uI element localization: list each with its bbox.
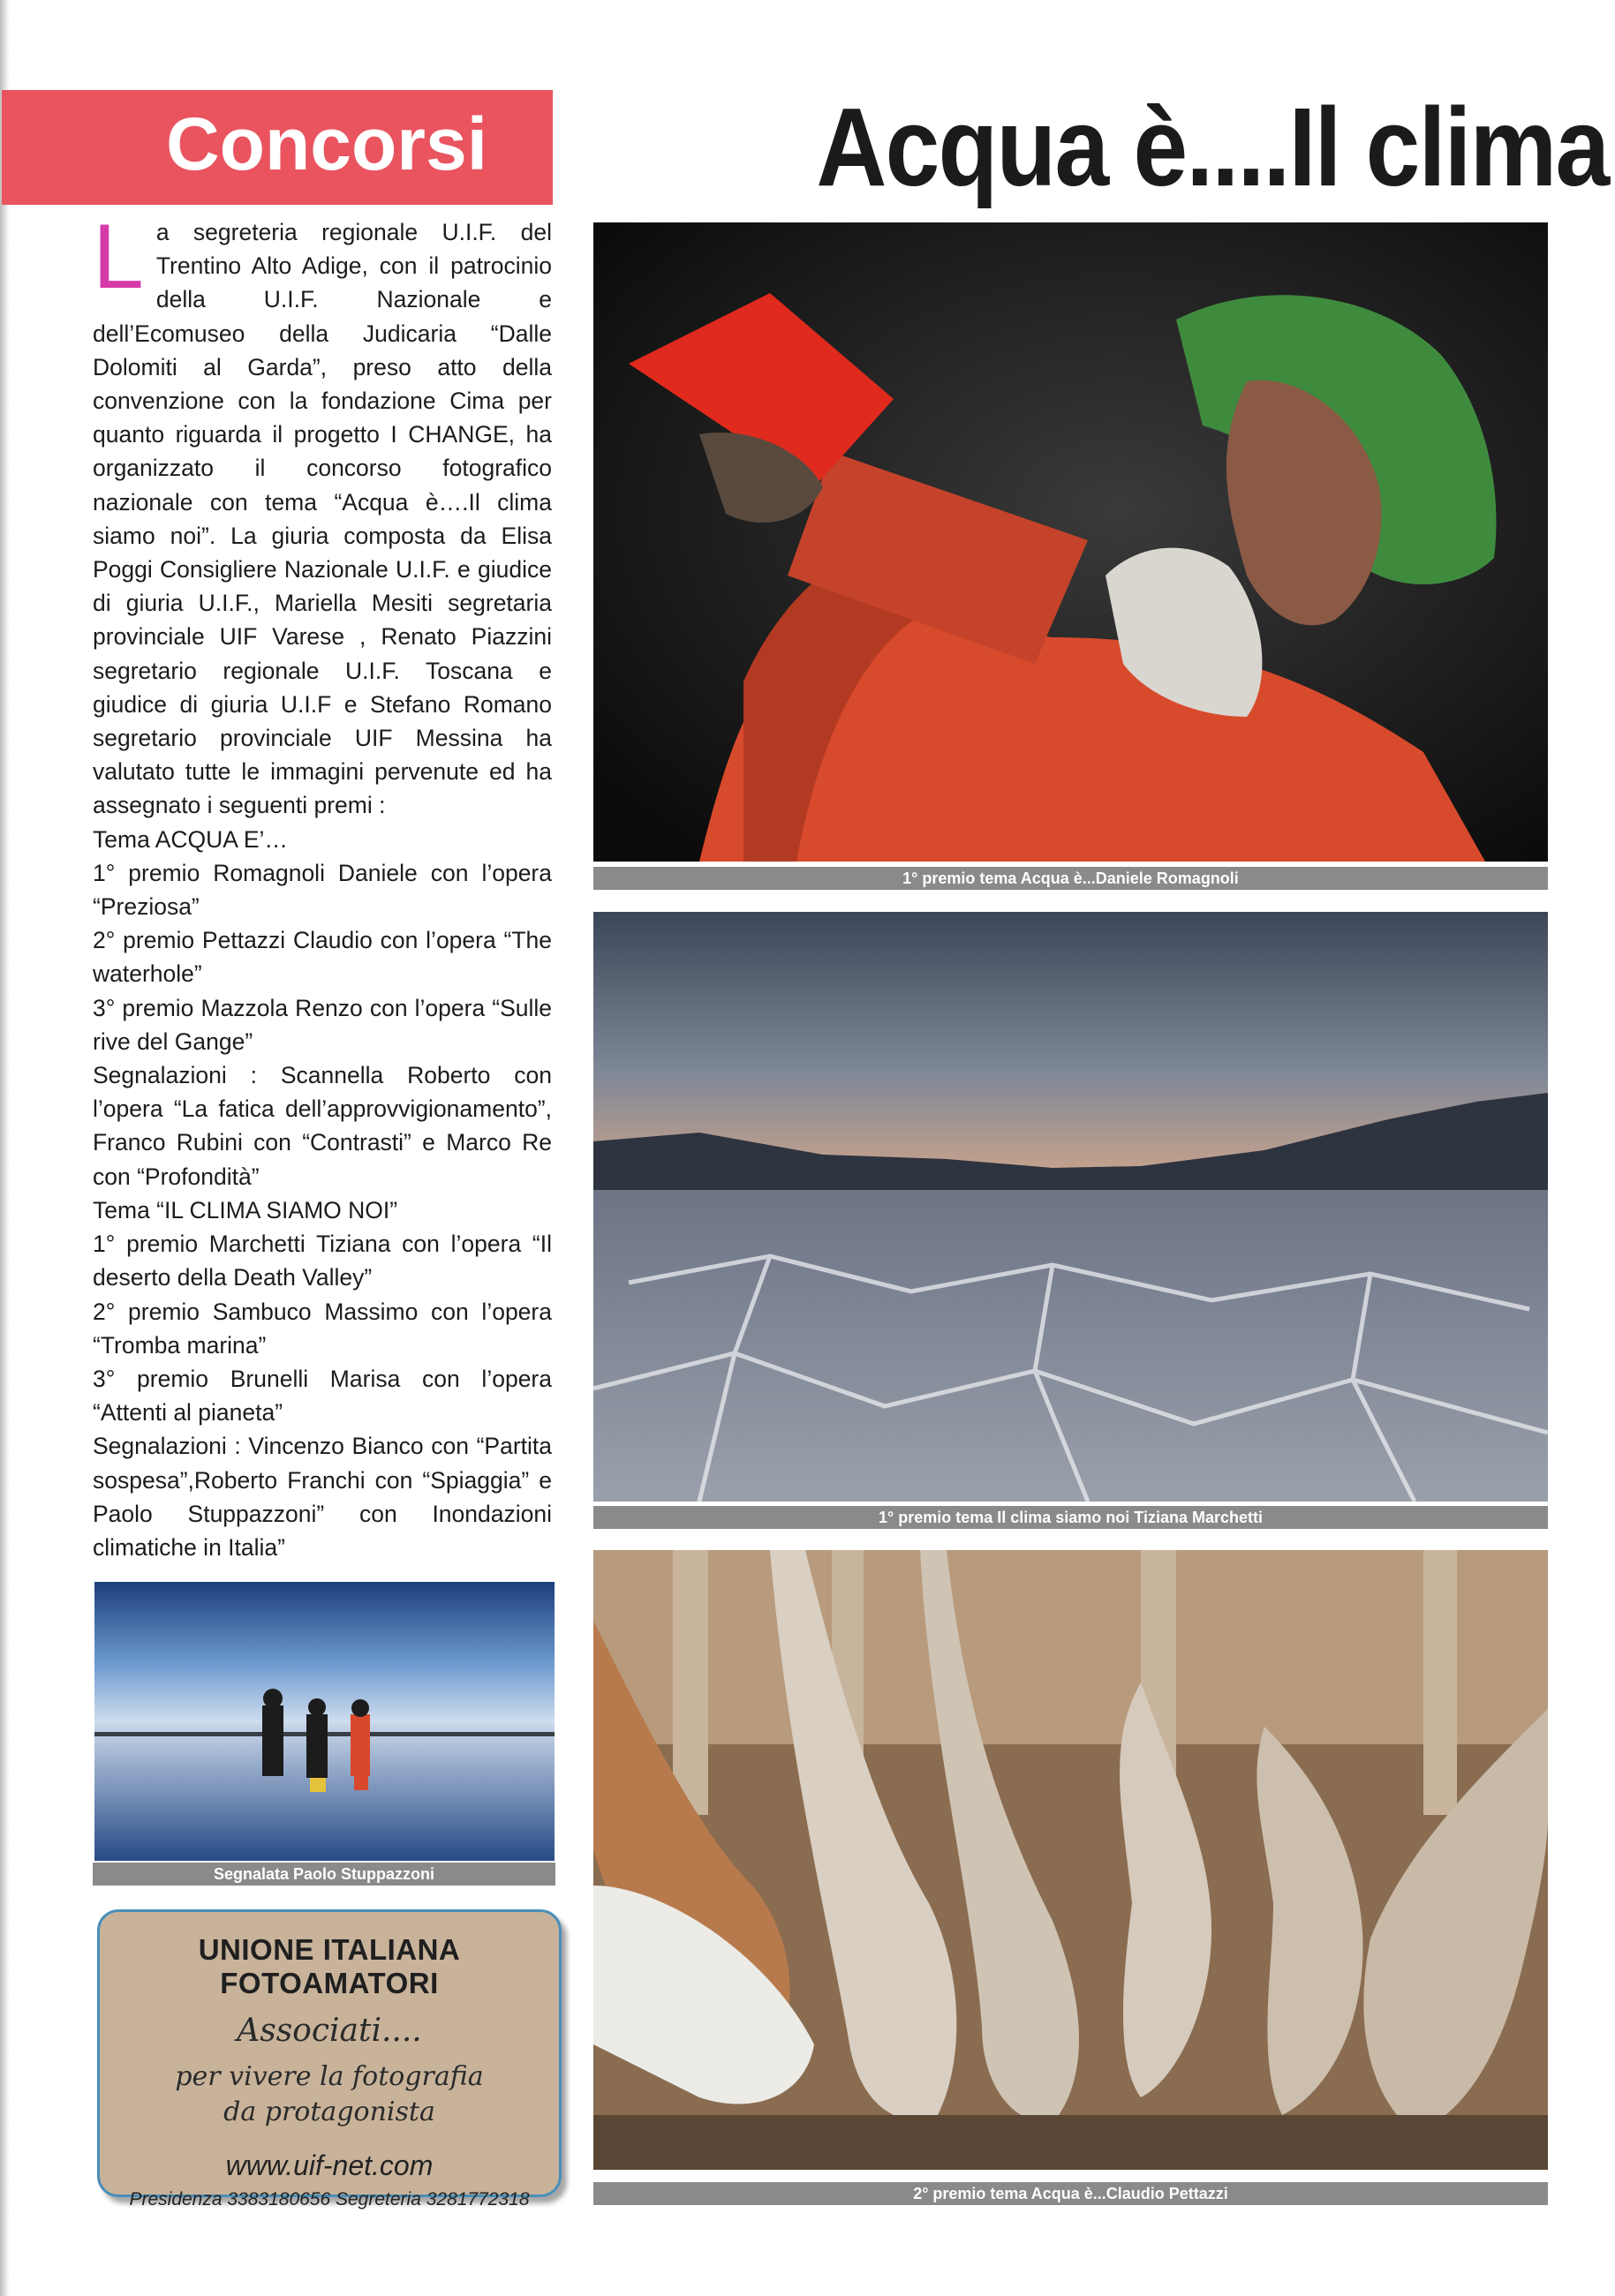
article-body bbox=[93, 206, 552, 1564]
promo-website-link[interactable]: www.uif-net.com bbox=[225, 2149, 434, 2181]
photo-salt-flats bbox=[593, 912, 1548, 1502]
uif-promo-box bbox=[97, 1909, 562, 2209]
promo-slogan-line-2-text: per vivere la fotografia bbox=[175, 2061, 484, 2092]
photo-man-drinking-illustration bbox=[593, 222, 1548, 862]
paragraph-theme-water: Tema ACQUA E’… bbox=[93, 825, 288, 853]
promo-slogan-line-1: Associati.... bbox=[237, 2013, 422, 2049]
promo-org-name: UNIONE ITALIANA FOTOAMATORI bbox=[198, 1933, 461, 1999]
photo-salt-flats-illustration bbox=[593, 912, 1548, 1502]
paragraph-intro: a segreteria regionale U.I.F. del Trentino Alto Adige, con il patrocinio della U.I.F. Nazionale e dell’Ecomuseo della Judicaria “Dalle Dolomiti al Garda”, preso atto della convenzione con la fondazione Cima per quanto riguarda il progetto I CHANGE, ha organizzato il concorso fotografico nazionale con tema “Acqua è….Il clima siamo noi”. La giuria composta da Elisa Poggi Consigliere Nazionale U.I.F. e giudice di giuria U.I.F., Mariella Mesiti segretaria provinciale UIF Varese , Renato Piazzini segretario regionale U.I.F. Toscana e giudice di giuria U.I.F e Stefano Romano segretario provinciale UIF Messina ha valutato tutte le immagini pervenute ed ha assegnato i seguenti premi : bbox=[93, 219, 552, 819]
drop-cap: L bbox=[93, 206, 144, 308]
promo-slogan-line-3-text: da protagonista bbox=[223, 2097, 435, 2127]
paragraph-water-third: 3° premio Mazzola Renzo con l’opera “Sulle rive del Gange” bbox=[93, 994, 552, 1055]
paragraph-theme-climate: Tema “IL CLIMA SIAMO NOI” bbox=[93, 1196, 398, 1223]
caption-photo-4: Segnalata Paolo Stuppazzoni bbox=[93, 1863, 555, 1886]
paragraph-climate-second: 2° premio Sambuco Massimo con l’opera “Tromba marina” bbox=[93, 1298, 552, 1359]
paragraph-climate-third: 3° premio Brunelli Marisa con l’opera “Attenti al pianeta” bbox=[93, 1365, 552, 1427]
photo-flooded-shore bbox=[94, 1582, 555, 1861]
caption-photo-3: 2° premio tema Acqua è...Claudio Pettazzi bbox=[593, 2182, 1548, 2205]
photo-camels-drinking bbox=[593, 1550, 1548, 2170]
article-headline: Acqua è....Il clima bbox=[815, 85, 1608, 209]
photo-man-drinking bbox=[593, 222, 1548, 862]
page-edge-shadow bbox=[0, 0, 11, 2296]
paragraph-climate-mentions: Segnalazioni : Vincenzo Bianco con “Partita sospesa”,Roberto Franchi con “Spiaggia” e Paolo Stuppazzoni” con Inondazioni climatiche in Italia” bbox=[93, 1433, 552, 1561]
promo-phone-numbers: Presidenza 3383180656 Segreteria 3281772318 bbox=[129, 2189, 530, 2209]
photo-camels-drinking-illustration bbox=[593, 1550, 1548, 2170]
paragraph-water-second: 2° premio Pettazzi Claudio con l’opera “The waterhole” bbox=[93, 927, 552, 988]
photo-flooded-shore-illustration bbox=[94, 1582, 555, 1861]
paragraph-climate-first: 1° premio Marchetti Tiziana con l’opera “Il deserto della Death Valley” bbox=[93, 1231, 552, 1291]
promo-slogan-line-2 bbox=[100, 2059, 559, 2130]
caption-photo-1: 1° premio tema Acqua è...Daniele Romagnoli bbox=[593, 867, 1548, 890]
paragraph-water-first: 1° premio Romagnoli Daniele con l’opera “Preziosa” bbox=[93, 859, 552, 921]
paragraph-water-mentions: Segnalazioni : Scannella Roberto con l’opera “La fatica dell’approvvigionamento”, Franco Rubini con “Contrasti” e Marco Re con “Profondità” bbox=[93, 1062, 552, 1190]
section-label: Concorsi bbox=[166, 102, 488, 185]
caption-photo-2: 1° premio tema Il clima siamo noi Tiziana Marchetti bbox=[593, 1506, 1548, 1529]
